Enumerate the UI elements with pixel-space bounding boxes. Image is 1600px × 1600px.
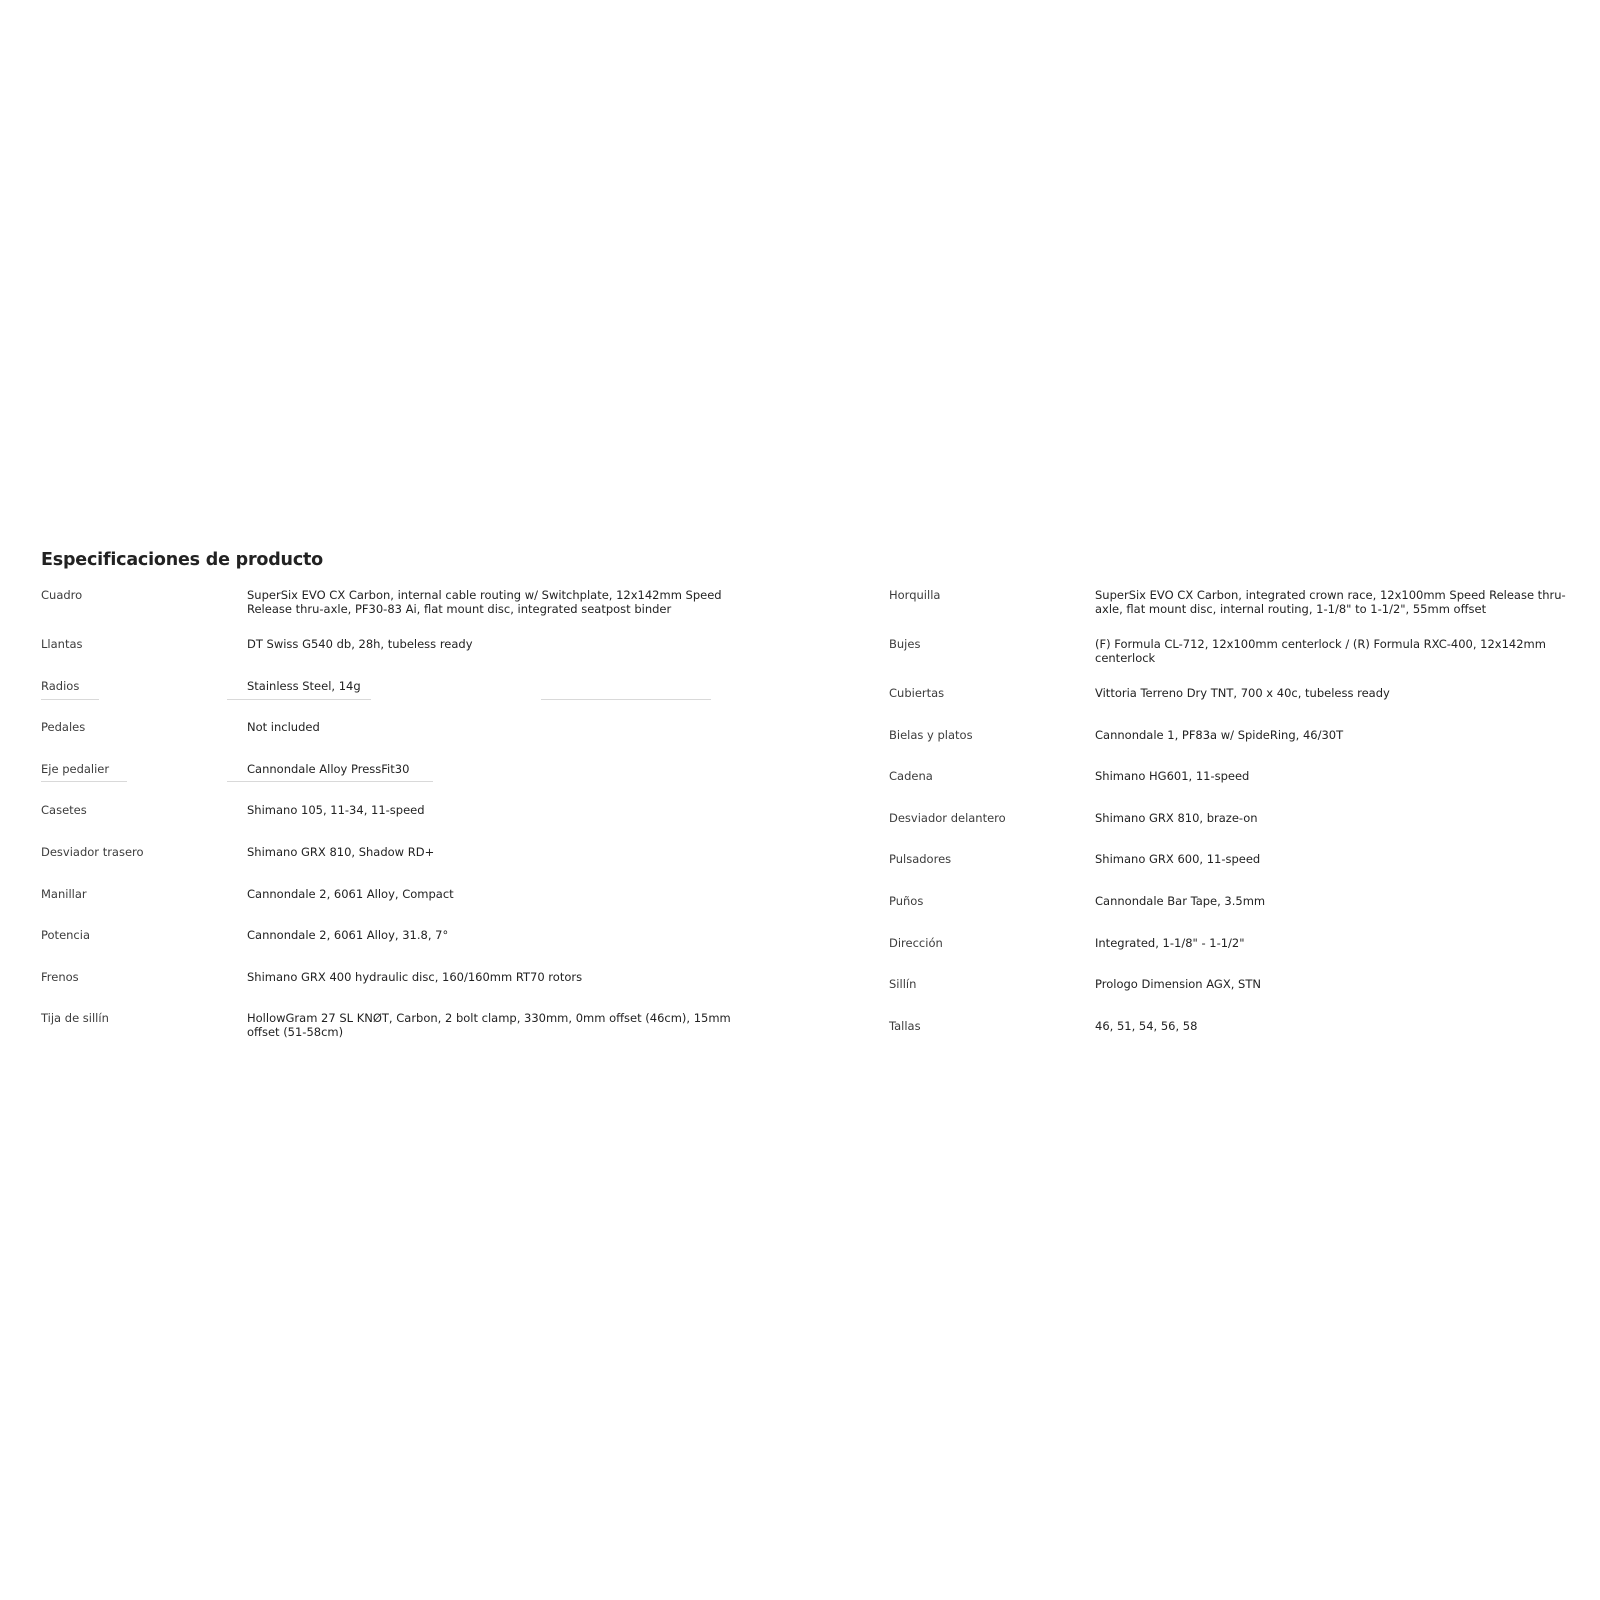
spec-row <box>889 812 1581 854</box>
spec-label: Desviador trasero <box>41 844 144 859</box>
spec-value: Cannondale 2, 6061 Alloy, 31.8, 7° <box>247 928 449 943</box>
spec-value: (F) Formula CL-712, 12x100mm centerlock / (R) Formula RXC-400, 12x142mm centerlock <box>1095 637 1546 665</box>
spec-row <box>41 721 731 763</box>
spec-row <box>41 638 731 680</box>
spec-label: Frenos <box>41 969 79 984</box>
spec-label: Pedales <box>41 720 86 735</box>
row-divider <box>227 699 371 700</box>
spec-row <box>889 638 1581 687</box>
spec-value: Shimano GRX 600, 11-speed <box>1095 852 1261 867</box>
spec-value: Cannondale 1, PF83a w/ SpideRing, 46/30T <box>1095 727 1344 742</box>
spec-value: Stainless Steel, 14g <box>247 678 361 693</box>
specs-right-column <box>889 589 1581 1061</box>
spec-row <box>889 687 1581 729</box>
specs-columns <box>41 589 1581 1061</box>
spec-label: Tallas <box>889 1018 921 1033</box>
spec-label: Pulsadores <box>889 852 952 867</box>
spec-value: HollowGram 27 SL KNØT, Carbon, 2 bolt clamp, 330mm, 0mm offset (46cm), 15mm offset (51-58cm) <box>247 1011 731 1039</box>
spec-row <box>41 680 731 722</box>
spec-value: 46, 51, 54, 56, 58 <box>1095 1018 1198 1033</box>
spec-value: Cannondale Alloy PressFit30 <box>247 761 410 776</box>
spec-value: Shimano 105, 11-34, 11-speed <box>247 803 425 818</box>
product-specifications <box>41 550 1581 1061</box>
spec-value: Shimano GRX 810, braze-on <box>1095 810 1258 825</box>
spec-value: Integrated, 1-1/8" - 1-1/2" <box>1095 935 1245 950</box>
spec-value: SuperSix EVO CX Carbon, internal cable routing w/ Switchplate, 12x142mm Speed Release thru-axle, PF30-83 Ai, flat mount disc, integrated seatpost binder <box>247 588 722 616</box>
spec-row <box>41 929 731 971</box>
spec-label: Radios <box>41 678 80 693</box>
spec-row <box>889 770 1581 812</box>
spec-row <box>41 804 731 846</box>
spec-label: Horquilla <box>889 588 941 602</box>
row-divider <box>541 699 711 700</box>
spec-label: Cubiertas <box>889 686 945 700</box>
spec-row <box>889 589 1581 638</box>
spec-value: Shimano GRX 400 hydraulic disc, 160/160mm RT70 rotors <box>247 969 583 984</box>
specs-title: Especificaciones de producto <box>41 550 323 570</box>
spec-label: Puños <box>889 893 924 908</box>
spec-row <box>41 589 731 638</box>
spec-row <box>41 763 731 805</box>
specs-left-column <box>41 589 731 1061</box>
spec-row <box>41 971 731 1013</box>
spec-label: Casetes <box>41 803 87 818</box>
spec-label: Llantas <box>41 637 83 651</box>
spec-label: Desviador delantero <box>889 810 1006 825</box>
spec-label: Tija de sillín <box>41 1011 109 1026</box>
spec-row <box>889 1020 1581 1062</box>
row-divider <box>41 781 127 782</box>
spec-row <box>889 729 1581 771</box>
row-divider <box>227 781 433 782</box>
spec-label: Dirección <box>889 935 943 950</box>
spec-label: Eje pedalier <box>41 761 110 776</box>
spec-value: SuperSix EVO CX Carbon, integrated crown race, 12x100mm Speed Release thru-axle, flat mount disc, internal routing, 1-1/8" to 1-1/2", 55mm offset <box>1095 588 1566 616</box>
spec-row <box>41 888 731 930</box>
spec-value: Cannondale 2, 6061 Alloy, Compact <box>247 886 454 901</box>
spec-row <box>889 937 1581 979</box>
spec-value: Prologo Dimension AGX, STN <box>1095 977 1261 992</box>
spec-label: Bielas y platos <box>889 727 973 742</box>
spec-row <box>889 978 1581 1020</box>
spec-value: Not included <box>247 720 320 735</box>
spec-value: Vittoria Terreno Dry TNT, 700 x 40c, tubeless ready <box>1095 686 1390 700</box>
spec-label: Bujes <box>889 637 921 651</box>
spec-value: DT Swiss G540 db, 28h, tubeless ready <box>247 637 473 651</box>
spec-value: Cannondale Bar Tape, 3.5mm <box>1095 893 1266 908</box>
spec-label: Manillar <box>41 886 87 901</box>
spec-label: Cadena <box>889 769 933 784</box>
spec-row <box>41 1012 731 1054</box>
spec-label: Cuadro <box>41 588 83 602</box>
spec-label: Sillín <box>889 977 917 992</box>
spec-row <box>889 895 1581 937</box>
spec-label: Potencia <box>41 928 90 943</box>
spec-value: Shimano GRX 810, Shadow RD+ <box>247 844 435 859</box>
spec-row <box>41 846 731 888</box>
row-divider <box>41 699 99 700</box>
spec-value: Shimano HG601, 11-speed <box>1095 769 1250 784</box>
spec-row <box>889 853 1581 895</box>
